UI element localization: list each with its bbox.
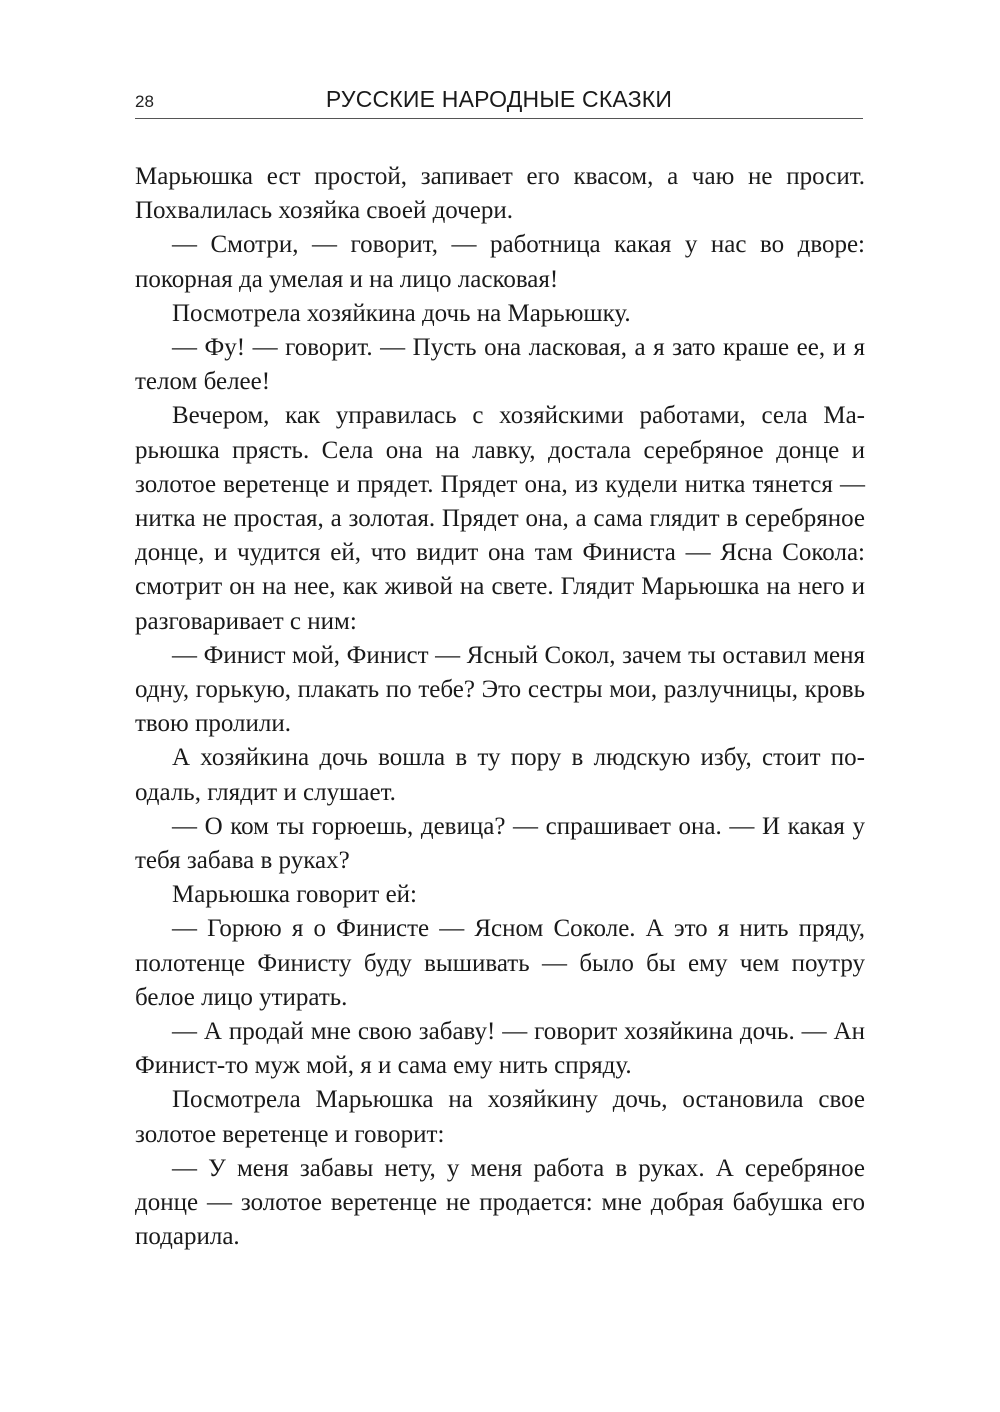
paragraph: — Горюю я о Финисте — Ясном Соколе. А это я нить пряду, полотенце Финисту буду вышивать — было бы ему чем поутру белое лицо утирать. — [135, 915, 865, 1011]
paragraph: — Фу! — говорит. — Пусть она ласковая, а я зато краше ее, и я телом белее! — [135, 334, 865, 396]
paragraph: Посмотрела Марьюшка на хозяйкину дочь, остановила свое золотое веретенце и говорит: — [135, 1086, 865, 1148]
paragraph: Посмотрела хозяйкина дочь на Марьюшку. — [172, 299, 631, 327]
text-body — [135, 160, 865, 1255]
paragraph: А хозяйкина дочь вошла в ту пору в людскую избу, стоит поодаль, глядит и слушает. — [135, 744, 865, 806]
running-header — [135, 84, 863, 119]
paragraph: — А продай мне свою забаву! — говорит хозяйкина дочь. — Ан Финист-то муж мой, я и сама ему нить спряду. — [135, 1018, 865, 1080]
book-title: РУССКИЕ НАРОДНЫЕ СКАЗКИ — [325, 86, 673, 112]
page-number: 28 — [135, 92, 154, 111]
paragraph: — Смотри, — говорит, — работница какая у нас во дворе: покорная да умелая и на лицо ласковая! — [135, 231, 865, 293]
paragraph: — У меня забавы нету, у меня работа в руках. А серебряное донце — золотое веретенце не продается: мне добрая бабушка его подарила. — [135, 1154, 865, 1251]
paragraph: Марьюшка ест простой, запивает его квасом, а чаю не просит. Похвалилась хозяйка своей дочери. — [135, 163, 865, 225]
paragraph: Вечером, как управилась с хозяйскими работами, села Марьюшка прясть. Села она на лавку, достала серебряное донце и золотое веретенце и прядет. Прядет она, из кудели нитка тянется — нитка не простая, а золотая. Прядет она, а сама глядит в серебряное донце, и чудится ей, что видит она там Финиста — Ясна Сокола: смотрит он на нее, как живой на свете. Глядит Марьюшка на него и разговаривает с ним: — [135, 402, 865, 635]
paragraph: — Финист мой, Финист — Ясный Сокол, зачем ты оставил меня одну, горькую, плакать по тебе? Это сестры мои, разлучницы, кровь твою пролили. — [135, 641, 865, 738]
paragraph: Марьюшка говорит ей: — [172, 881, 418, 909]
paragraph: — О ком ты горюешь, девица? — спрашивает она. — И какая у тебя забава в руках? — [135, 812, 865, 875]
